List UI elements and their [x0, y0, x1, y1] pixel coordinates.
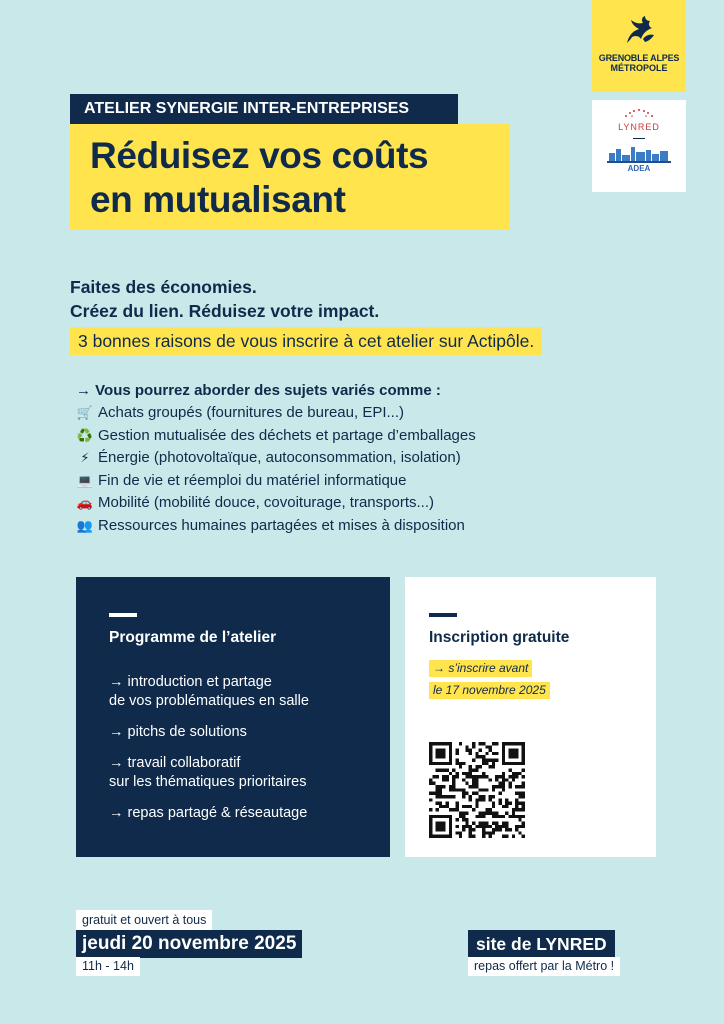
programme-step-line1: → repas partagé & réseautage	[109, 805, 308, 821]
programme-title: Programme de l’atelier	[109, 629, 277, 646]
adea-logo-text: ADEA	[627, 164, 651, 173]
topic-text: Achats groupés (fournitures de bureau, EPI...)	[98, 404, 404, 421]
list-item	[76, 470, 596, 493]
inscription-deadline-line1: → s’inscrire avant	[429, 660, 532, 677]
programme-accent-bar	[109, 613, 137, 617]
logo-separator	[633, 138, 645, 139]
programme-step-line2: sur les thématiques prioritaires	[109, 774, 307, 790]
headline-line1: Réduisez vos coûts	[90, 135, 429, 176]
programme-step-line2: de vos problématiques en salle	[109, 693, 309, 709]
reasons-highlight: 3 bonnes raisons de vous inscrire à cet atelier sur Actipôle.	[70, 327, 542, 355]
inscription-deadline-line2: le 17 novembre 2025	[429, 682, 550, 699]
programme-step	[109, 673, 390, 711]
headline	[70, 124, 510, 230]
topics-list	[76, 380, 596, 537]
logo-gam-line2: MÉTROPOLE	[610, 63, 668, 74]
programme-step	[109, 723, 390, 742]
list-item	[76, 515, 596, 538]
list-item	[76, 492, 596, 515]
bird-logo-icon	[619, 15, 659, 49]
lynred-dots-icon	[622, 108, 656, 120]
partners-logo	[592, 100, 686, 192]
intro-line2: Créez du lien. Réduisez votre impact.	[70, 301, 380, 321]
topic-text: Énergie (photovoltaïque, autoconsommation, isolation)	[98, 449, 461, 466]
people-icon: 👥	[76, 517, 94, 533]
meal-note: repas offert par la Métro !	[468, 957, 620, 976]
event-site: site de LYNRED	[468, 930, 615, 958]
headline-line2: en mutualisant	[90, 179, 346, 220]
list-item	[76, 402, 596, 425]
programme-step-line1: → introduction et partage	[109, 674, 272, 690]
programme-box	[76, 577, 390, 857]
event-time: 11h - 14h	[76, 957, 140, 976]
logo-gam-line1: GRENOBLE ALPES	[598, 53, 680, 64]
free-open-label: gratuit et ouvert à tous	[76, 910, 212, 930]
topic-text: Fin de vie et réemploi du matériel informatique	[98, 471, 407, 489]
lynred-logo-text: LYNRED	[618, 122, 660, 132]
event-date: jeudi 20 novembre 2025	[76, 930, 302, 958]
intro	[70, 275, 379, 323]
topic-text: Ressources humaines partagées et mises à disposition	[98, 516, 465, 534]
programme-step	[109, 804, 390, 823]
lightning-icon: ⚡	[80, 450, 90, 465]
qr-code[interactable]	[429, 742, 525, 838]
recycle-icon: ♻️	[76, 427, 94, 443]
car-icon: 🚗	[76, 495, 94, 510]
intro-line1: Faites des économies.	[70, 277, 257, 297]
cart-icon: 🛒	[76, 405, 94, 420]
list-item	[76, 425, 596, 448]
programme-step	[109, 754, 390, 792]
topic-text: Mobilité (mobilité douce, covoiturage, transports...)	[98, 494, 434, 511]
grenoble-alpes-metropole-logo	[592, 0, 686, 92]
event-kicker: ATELIER SYNERGIE INTER-ENTREPRISES	[70, 94, 458, 124]
topics-lead: → Vous pourrez aborder des sujets variés comme :	[76, 382, 441, 399]
laptop-icon: 💻	[76, 472, 94, 488]
topic-text: Gestion mutualisée des déchets et partage d’emballages	[98, 426, 476, 444]
list-item	[76, 447, 596, 470]
inscription-accent-bar	[429, 613, 457, 617]
programme-step-line1: → travail collaboratif	[109, 755, 241, 771]
inscription-title: Inscription gratuite	[429, 629, 570, 646]
inscription-box	[405, 577, 656, 857]
programme-step-line1: → pitchs de solutions	[109, 724, 247, 740]
adea-skyline-icon	[607, 143, 671, 163]
